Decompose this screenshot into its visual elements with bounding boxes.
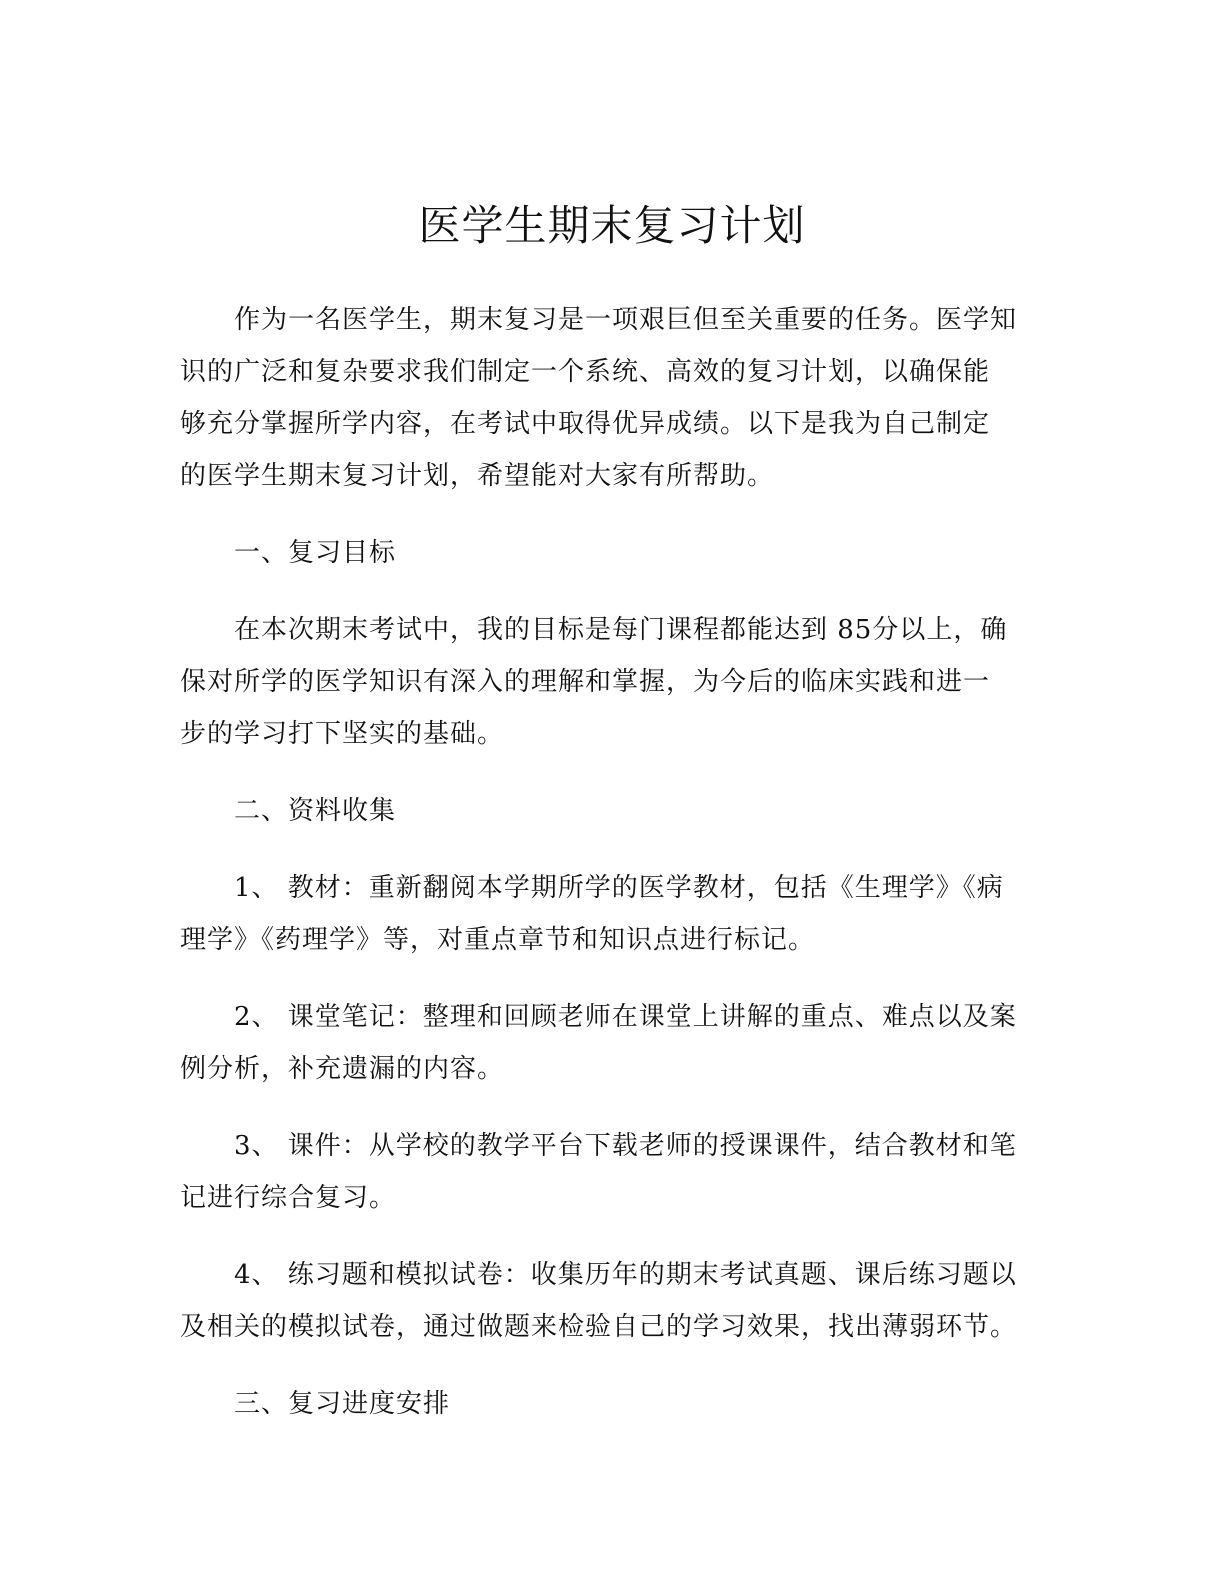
text-line: 作为一名医学生，期末复习是一项艰巨但至关重要的任务。医学知 [180,305,1018,335]
document-body [180,294,1060,1430]
list-item-2 [180,991,1060,1095]
intro-paragraph [180,294,1060,502]
goal-paragraph [180,604,1060,760]
list-item-4 [180,1249,1060,1353]
section-heading-3 [180,1378,1060,1430]
text-line: 及相关的模拟试卷，通过做题来检验自己的学习效果，找出薄弱环节。 [180,1312,1018,1342]
text-line: 1、 教材：重新翻阅本学期所学的医学教材，包括《生理学》《病 [180,873,1004,903]
heading-text: 三、复习进度安排 [180,1389,451,1419]
text-line: 步的学习打下坚实的基础。 [180,719,505,749]
text-line: 识的广泛和复杂要求我们制定一个系统、高效的复习计划，以确保能 [180,357,991,387]
heading-text: 二、资料收集 [180,796,397,826]
text-line: 3、 课件：从学校的教学平台下载老师的授课课件，结合教材和笔 [180,1131,1017,1161]
section-heading-1 [180,527,1060,579]
text-line: 理学》《药理学》等，对重点章节和知识点进行标记。 [180,925,816,955]
text-line: 在本次期末考试中，我的目标是每门课程都能达到 85分以上，确 [180,615,1008,645]
heading-text: 一、复习目标 [180,538,397,568]
text-line: 2、 课堂笔记：整理和回顾老师在课堂上讲解的重点、难点以及案 [180,1002,1017,1032]
text-line: 记进行综合复习。 [180,1183,397,1213]
text-line: 保对所学的医学知识有深入的理解和掌握，为今后的临床实践和进一 [180,667,991,697]
text-line: 够充分掌握所学内容，在考试中取得优异成绩。以下是我为自己制定 [180,409,991,439]
text-line: 4、 练习题和模拟试卷：收集历年的期末考试真题、课后练习题以 [180,1260,1017,1290]
section-heading-2 [180,785,1060,837]
text-line: 的医学生期末复习计划，希望能对大家有所帮助。 [180,461,775,491]
text-line: 例分析，补充遗漏的内容。 [180,1054,505,1084]
list-item-1 [180,862,1060,966]
document-title: 医学生期末复习计划 [418,201,806,250]
list-item-3 [180,1120,1060,1224]
